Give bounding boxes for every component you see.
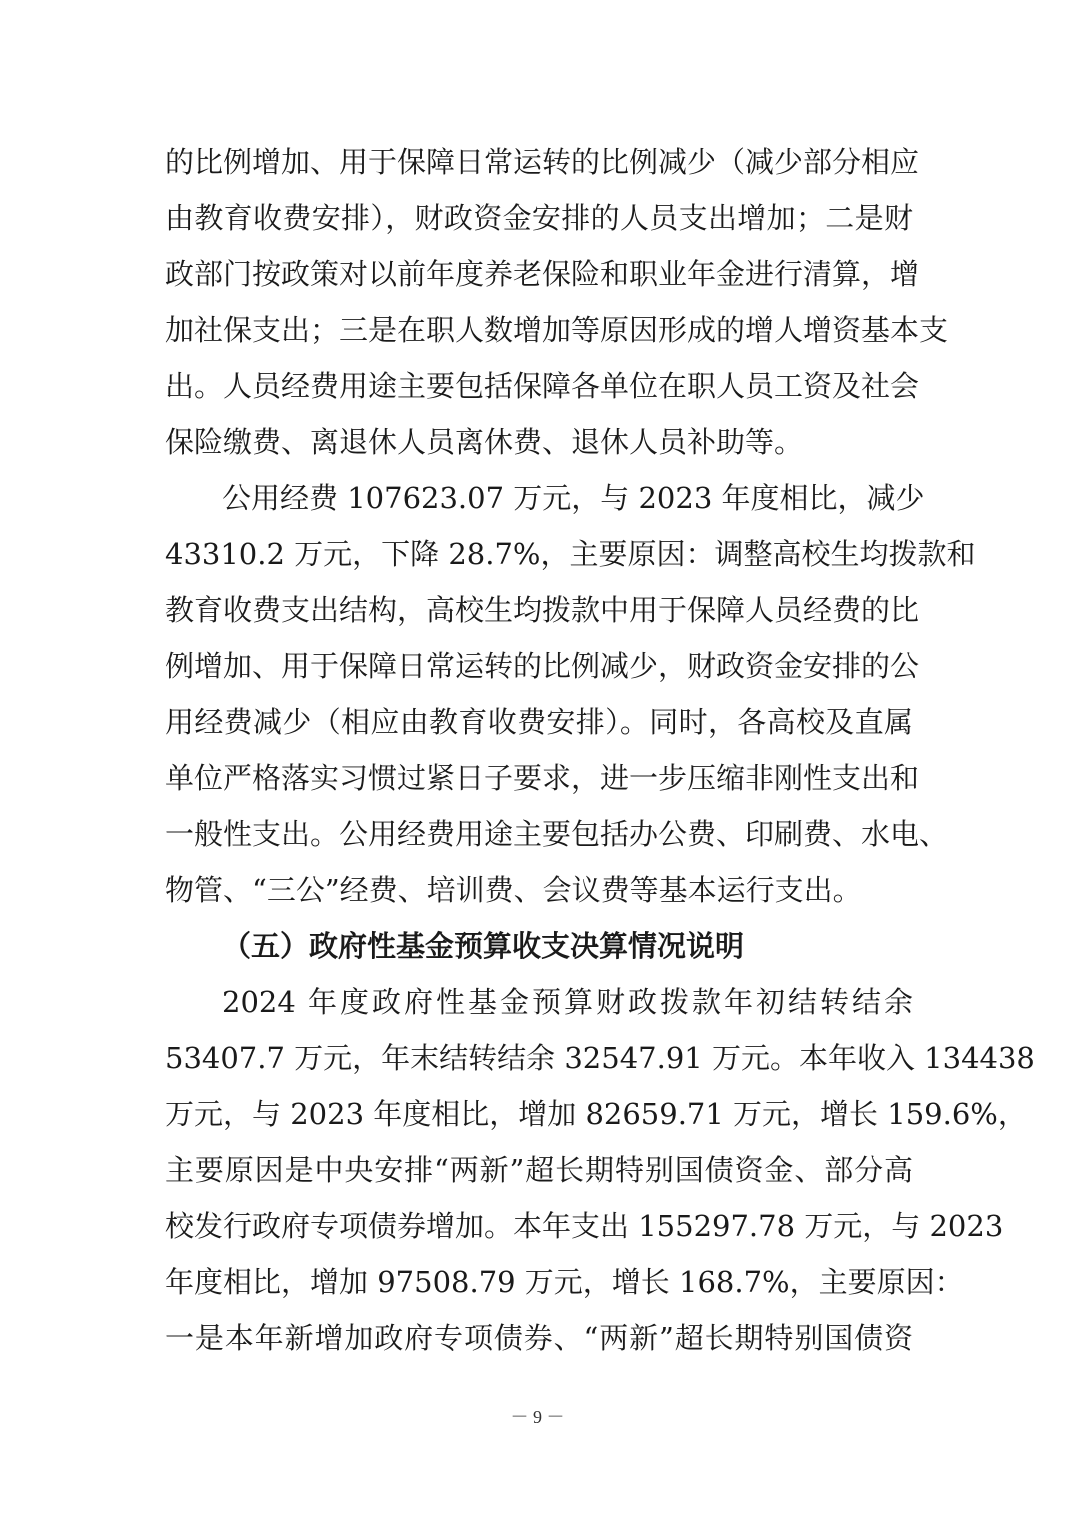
text-line: 例增加、用于保障日常运转的比例减少，财政资金安排的公 (165, 649, 920, 683)
text-line: 用经费减少（相应由教育收费安排）。同时，各高校及直属 (165, 705, 913, 739)
text-line: 2024 年度政府性基金预算财政拨款年初结转结余 (222, 985, 913, 1019)
text-line: 教育收费支出结构，高校生均拨款中用于保障人员经费的比 (165, 593, 920, 627)
text-line: 政部门按政策对以前年度养老保险和职业年金进行清算，增 (165, 257, 920, 291)
text-line: 物管、“三公”经费、培训费、会议费等基本运行支出。 (165, 873, 862, 907)
text-line: 保险缴费、离退休人员离休费、退休人员补助等。 (165, 425, 804, 459)
page-number: － 9 － (510, 1407, 565, 1427)
text-line: 的比例增加、用于保障日常运转的比例减少（减少部分相应 (165, 145, 920, 179)
text-line: 一般性支出。公用经费用途主要包括办公费、印刷费、水电、 (165, 817, 949, 851)
text-line: 出。人员经费用途主要包括保障各单位在职人员工资及社会 (165, 369, 920, 403)
text-line: 加社保支出；三是在职人数增加等原因形成的增人增资基本支 (165, 313, 949, 347)
text-line: 主要原因是中央安排“两新”超长期特别国债资金、部分高 (165, 1153, 913, 1187)
section-heading: （五）政府性基金预算收支决算情况说明 (222, 929, 745, 963)
text-line: 万元，与 2023 年度相比，增加 82659.71 万元，增长 159.6%， (165, 1097, 1027, 1131)
text-line: 单位严格落实习惯过紧日子要求，进一步压缩非刚性支出和 (165, 761, 920, 795)
text-line: 43310.2 万元，下降 28.7%，主要原因：调整高校生均拨款和 (165, 537, 976, 571)
text-line: 校发行政府专项债券增加。本年支出 155297.78 万元，与 2023 (165, 1209, 1004, 1243)
text-line: 一是本年新增加政府专项债券、“两新”超长期特别国债资 (165, 1321, 913, 1355)
text-line: 公用经费 107623.07 万元，与 2023 年度相比，减少 (222, 481, 925, 515)
text-line: 由教育收费安排），财政资金安排的人员支出增加；二是财 (165, 201, 913, 235)
text-line: 年度相比，增加 97508.79 万元，增长 168.7%，主要原因： (165, 1265, 964, 1299)
text-line: 53407.7 万元，年末结转结余 32547.91 万元。本年收入 134438 (165, 1041, 1035, 1075)
